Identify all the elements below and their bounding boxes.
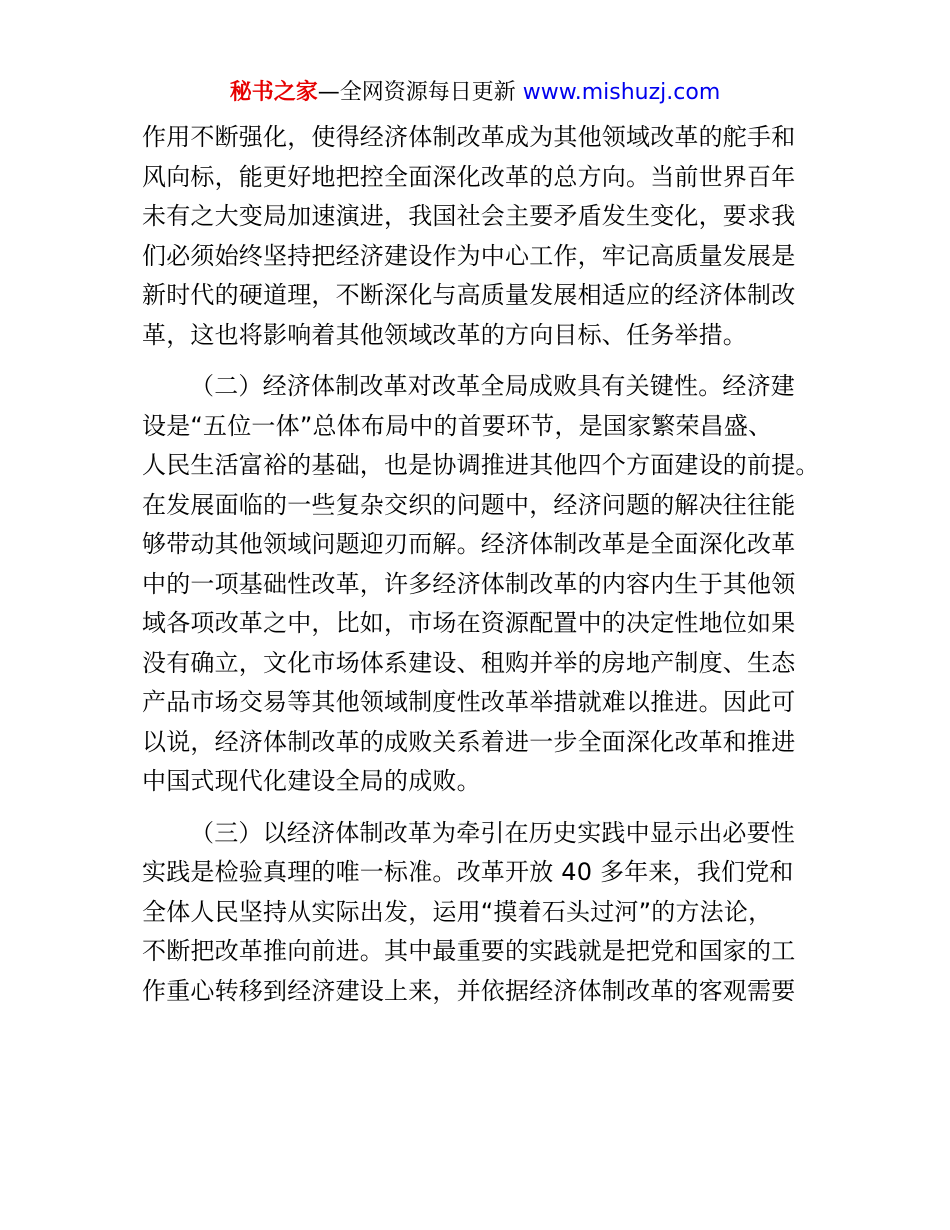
document-body	[142, 118, 832, 1011]
site-url[interactable]: www.mishuzj.com	[522, 80, 721, 105]
paragraph-3	[142, 814, 832, 1012]
text-line: 中的一项基础性改革，许多经济体制改革的内容内生于其他领	[142, 569, 796, 598]
site-brand: 秘书之家	[229, 80, 318, 105]
text-line: 实践是检验真理的唯一标准。改革开放 40 多年来，我们党和	[142, 858, 794, 886]
paragraph-gap	[142, 802, 832, 814]
text-line: 域各项改革之中，比如，市场在资源配置中的决定性地位如果	[142, 609, 796, 637]
text-line: 未有之大变局加速演进，我国社会主要矛盾发生变化，要求我	[142, 202, 796, 230]
paragraph-gap	[142, 355, 832, 367]
text-line: 人民生活富裕的基础，也是协调推进其他四个方面建设的前提。	[142, 451, 820, 479]
text-line: 们必须始终坚持把经济建设作为中心工作，牢记高质量发展是	[142, 241, 796, 270]
text-line: 新时代的硬道理，不断深化与高质量发展相适应的经济体制改	[142, 281, 796, 309]
text-line: 够带动其他领域问题迎刃而解。经济体制改革是全面深化改革	[142, 530, 796, 558]
site-slogan: —全网资源每日更新	[317, 80, 523, 105]
text-line: 在发展面临的一些复杂交织的问题中，经济问题的解决往往能	[142, 490, 796, 519]
paragraph-heading-line: （二）经济体制改革对改革全局成败具有关键性。经济建	[190, 372, 795, 400]
text-line: 风向标，能更好地把控全面深化改革的总方向。当前世界百年	[142, 162, 796, 191]
paragraph-2	[142, 367, 832, 802]
text-line: 设是“五位一体”总体布局中的首要环节，是国家繁荣昌盛、	[142, 411, 773, 440]
text-line: 革，这也将影响着其他领域改革的方向目标、任务举措。	[142, 320, 747, 349]
paragraph-heading-line: （三）以经济体制改革为牵引在历史实践中显示出必要性	[190, 818, 795, 847]
text-line: 不断把改革推向前进。其中最重要的实践就是把党和国家的工	[142, 937, 796, 965]
text-line: 以说，经济体制改革的成败关系着进一步全面深化改革和推进	[142, 727, 796, 756]
text-line: 没有确立，文化市场体系建设、租购并举的房地产制度、生态	[142, 648, 796, 677]
text-line: 作用不断强化，使得经济体制改革成为其他领域改革的舵手和	[142, 123, 796, 151]
text-line: 产品市场交易等其他领域制度性改革举措就难以推进。因此可	[142, 688, 796, 716]
text-line: 中国式现代化建设全局的成败。	[142, 767, 481, 795]
site-header	[0, 78, 950, 108]
text-line: 全体人民坚持从实际出发，运用“摸着石头过河”的方法论，	[142, 897, 773, 926]
paragraph-1	[142, 118, 832, 355]
text-line: 作重心转移到经济建设上来，并依据经济体制改革的客观需要	[142, 976, 796, 1005]
